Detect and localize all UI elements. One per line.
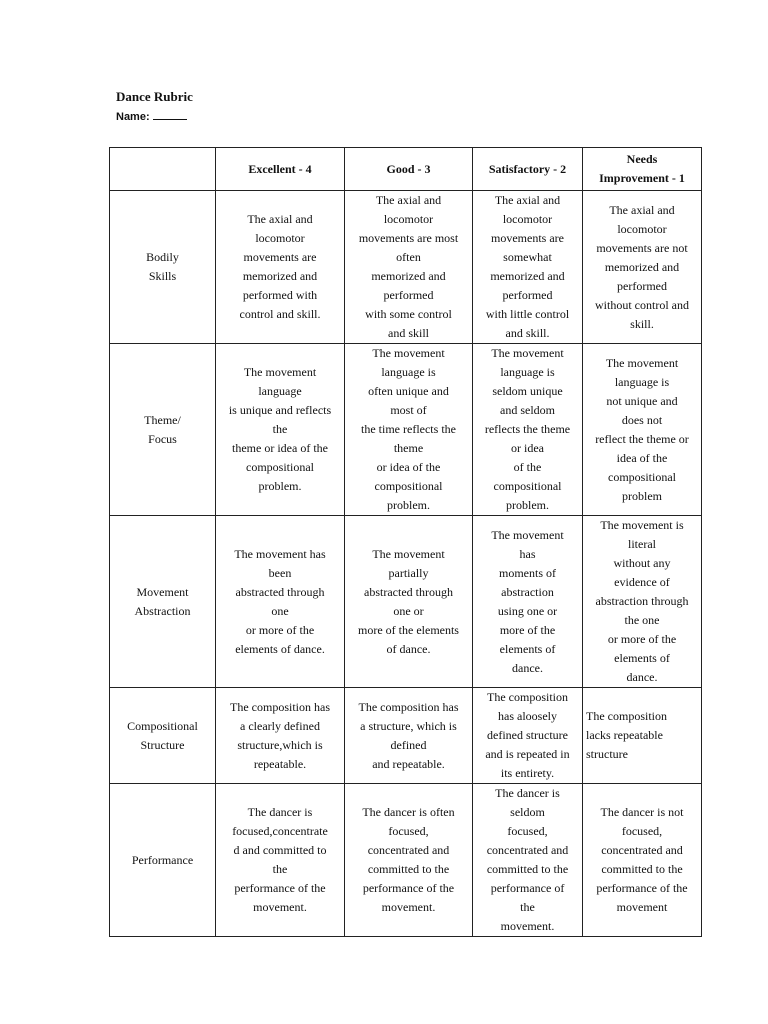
cell-text-line: dance. xyxy=(626,670,658,684)
cell-text-line: elements of xyxy=(499,641,556,656)
cell-text-line: partially xyxy=(388,565,429,580)
cell-text-line: movements are xyxy=(491,231,564,245)
cell-text-line: seldom xyxy=(510,805,545,819)
cell-text-line: more of the xyxy=(499,622,556,637)
cell-text-line: often xyxy=(396,250,421,264)
document-title: Dance Rubric xyxy=(116,89,193,104)
cell-text-line: The dancer is often xyxy=(362,805,455,819)
descriptor-cell-satisfactory xyxy=(473,784,583,937)
cell-text-line: The axial and xyxy=(494,193,561,207)
header-satisfactory xyxy=(473,148,583,191)
cell-text-line: or more of the xyxy=(607,632,677,646)
cell-text-line: The composition xyxy=(586,709,667,723)
cell-text-line: compositional xyxy=(608,469,676,484)
cell-text-line: structure,which is xyxy=(237,737,323,752)
cell-text-line: seldom unique xyxy=(492,384,563,398)
descriptor-cell-satisfactory xyxy=(473,688,583,784)
cell-text-line: somewhat xyxy=(503,250,552,264)
cell-text-line: The movement is xyxy=(600,518,684,532)
header-label: Satisfactory - 2 xyxy=(488,161,567,176)
cell-text-line: the xyxy=(272,422,288,436)
criterion-cell xyxy=(110,688,216,784)
cell-text-line: and is repeated in xyxy=(485,747,570,761)
header-label: Needs xyxy=(626,152,658,166)
cell-text-line: dance. xyxy=(512,660,543,675)
cell-text-line: movement. xyxy=(381,900,436,914)
cell-text-line: locomotor xyxy=(255,231,305,245)
cell-text-line: literal xyxy=(628,537,656,551)
cell-text-line: language is xyxy=(381,365,436,379)
cell-text-line: a structure, which is xyxy=(360,718,457,733)
cell-text-line: The movement xyxy=(491,346,564,360)
cell-text-line: movements are most xyxy=(358,231,459,245)
header-good xyxy=(345,148,473,191)
cell-text-line: language xyxy=(258,384,302,398)
cell-text-line: its entirety. xyxy=(500,766,555,780)
cell-text-line: The axial and xyxy=(375,193,442,207)
cell-text-line: Skills xyxy=(148,269,177,283)
cell-text-line: The composition has xyxy=(358,699,459,714)
cell-text-line: memorized and xyxy=(490,269,565,283)
cell-text-line: abstracted through xyxy=(364,584,453,599)
cell-text-line: control and skill. xyxy=(239,307,321,321)
cell-text-line: without control and xyxy=(595,297,689,312)
table-row xyxy=(110,191,702,344)
cell-text-line: memorized and xyxy=(371,269,446,283)
cell-text-line: is unique and reflects xyxy=(228,403,332,417)
cell-text-line: the xyxy=(520,900,535,914)
cell-text-line: memorized and xyxy=(604,259,680,274)
descriptor-cell-excellent xyxy=(216,516,345,688)
cell-text-line: language is xyxy=(500,365,555,379)
cell-text-line: committed to the xyxy=(486,862,569,876)
cell-text-line: theme or idea of the xyxy=(232,441,328,455)
descriptor-cell-excellent xyxy=(216,344,345,516)
cell-text-line: defined xyxy=(390,737,427,752)
cell-text-line: movement xyxy=(616,900,668,914)
descriptor-cell-needs-improvement xyxy=(583,784,702,937)
cell-text-line: The movement xyxy=(372,346,445,360)
cell-text-line: skill. xyxy=(630,316,654,331)
cell-text-line: locomotor xyxy=(502,212,553,226)
table-row xyxy=(110,344,702,516)
cell-text-line: movement. xyxy=(253,900,307,914)
name-label: Name: xyxy=(116,111,150,123)
cell-text-line: elements of dance. xyxy=(235,641,325,656)
cell-text-line: structure xyxy=(586,747,628,761)
header-excellent xyxy=(216,148,345,191)
cell-text-line: moments of xyxy=(499,565,556,580)
cell-text-line: or more of the xyxy=(245,622,315,637)
cell-text-line: Theme/ xyxy=(144,412,181,427)
cell-text-line: The axial and xyxy=(609,202,675,217)
cell-text-line: and skill. xyxy=(505,326,550,340)
descriptor-cell-needs-improvement xyxy=(583,344,702,516)
cell-text-line: with little control xyxy=(485,307,570,321)
rubric-table xyxy=(109,147,702,937)
cell-text-line: The composition xyxy=(487,690,568,704)
cell-text-line: The movement xyxy=(491,527,564,542)
name-blank-line xyxy=(153,108,187,120)
cell-text-line: the time reflects the xyxy=(361,422,456,436)
criterion-cell xyxy=(110,516,216,688)
cell-text-line: reflects the theme xyxy=(484,422,571,436)
cell-text-line: concentrated and xyxy=(601,843,683,857)
descriptor-cell-needs-improvement xyxy=(583,516,702,688)
descriptor-cell-excellent xyxy=(216,688,345,784)
cell-text-line: abstracted through xyxy=(235,584,325,599)
cell-text-line: committed to the xyxy=(367,862,450,876)
cell-text-line: focused, xyxy=(388,824,429,838)
cell-text-line: abstraction xyxy=(501,584,554,599)
cell-text-line: has xyxy=(519,546,536,561)
cell-text-line: performed xyxy=(502,288,553,302)
cell-text-line: performance of the xyxy=(596,881,688,895)
cell-text-line: a clearly defined xyxy=(240,718,320,733)
cell-text-line: or idea of the xyxy=(376,460,441,474)
cell-text-line: The dancer is xyxy=(495,786,560,800)
cell-text-line: defined structure xyxy=(487,728,568,742)
cell-text-line: abstraction through xyxy=(595,594,689,608)
cell-text-line: focused,concentrate xyxy=(232,824,328,838)
descriptor-cell-satisfactory xyxy=(473,516,583,688)
cell-text-line: problem xyxy=(622,488,662,503)
cell-text-line: compositional xyxy=(493,479,562,493)
descriptor-cell-needs-improvement xyxy=(583,191,702,344)
descriptor-cell-good xyxy=(345,191,473,344)
cell-text-line: and skill xyxy=(388,326,429,340)
cell-text-line: idea of the xyxy=(616,450,668,465)
cell-text-line: of the xyxy=(513,460,542,474)
cell-text-line: concentrated and xyxy=(367,843,450,857)
cell-text-line: d and committed to xyxy=(233,843,327,857)
cell-text-line: The movement xyxy=(243,365,317,379)
cell-text-line: or idea xyxy=(511,441,544,455)
cell-text-line: language is xyxy=(614,374,670,389)
cell-text-line: compositional xyxy=(246,460,314,474)
cell-text-line: often unique and xyxy=(368,384,449,398)
cell-text-line: problem. xyxy=(387,498,430,512)
cell-text-line: and seldom xyxy=(500,403,555,417)
cell-text-line: with some control xyxy=(365,307,452,321)
table-row xyxy=(110,688,702,784)
cell-text-line: using one or xyxy=(497,603,558,618)
cell-text-line: Performance xyxy=(131,852,194,867)
cell-text-line: more of the elements xyxy=(358,622,459,637)
header-label: Improvement - 1 xyxy=(599,171,685,185)
cell-text-line: focused, xyxy=(507,824,548,838)
cell-text-line: The dancer is not xyxy=(600,805,684,819)
cell-text-line: The composition has xyxy=(230,699,330,714)
cell-text-line: Structure xyxy=(140,737,185,752)
cell-text-line: The movement xyxy=(372,546,445,561)
cell-text-line: lacks repeatable xyxy=(586,728,663,742)
descriptor-cell-needs-improvement xyxy=(583,688,702,784)
cell-text-line: does not xyxy=(621,412,663,427)
header-corner xyxy=(110,148,216,191)
cell-text-line: problem. xyxy=(258,479,302,493)
cell-text-line: Bodily xyxy=(146,250,179,264)
cell-text-line: performed with xyxy=(242,288,318,302)
descriptor-cell-good xyxy=(345,344,473,516)
header-row xyxy=(110,148,702,191)
cell-text-line: Movement xyxy=(136,584,189,599)
cell-text-line: movement. xyxy=(500,919,555,933)
header-label: Excellent - 4 xyxy=(248,161,312,176)
cell-text-line: performance of the xyxy=(234,881,326,895)
cell-text-line: performed xyxy=(617,278,667,293)
descriptor-cell-good xyxy=(345,688,473,784)
table-row xyxy=(110,784,702,937)
cell-text-line: movements are xyxy=(243,250,317,264)
cell-text-line: locomotor xyxy=(617,221,667,236)
criterion-cell xyxy=(110,191,216,344)
cell-text-line: performance of xyxy=(490,881,565,895)
descriptor-cell-satisfactory xyxy=(473,191,583,344)
cell-text-line: and repeatable. xyxy=(372,756,445,771)
cell-text-line: memorized and xyxy=(242,269,318,283)
cell-text-line: problem. xyxy=(506,498,549,512)
descriptor-cell-good xyxy=(345,516,473,688)
cell-text-line: repeatable. xyxy=(253,756,307,771)
cell-text-line: The movement has xyxy=(234,546,326,561)
cell-text-line: The movement xyxy=(605,355,679,370)
cell-text-line: compositional xyxy=(374,479,443,493)
cell-text-line: the xyxy=(272,862,288,876)
cell-text-line: Compositional xyxy=(127,718,198,733)
cell-text-line: reflect the theme or xyxy=(595,431,689,446)
header-needs-improvement xyxy=(583,148,702,191)
cell-text-line: one xyxy=(271,603,289,618)
cell-text-line: performed xyxy=(383,288,434,302)
cell-text-line: has aloosely xyxy=(498,709,557,723)
cell-text-line: not unique and xyxy=(606,393,678,408)
cell-text-line: The axial and xyxy=(247,212,313,226)
table-row xyxy=(110,516,702,688)
cell-text-line: theme xyxy=(393,441,424,455)
cell-text-line: most of xyxy=(390,403,427,417)
cell-text-line: Abstraction xyxy=(134,603,191,618)
criterion-cell xyxy=(110,784,216,937)
cell-text-line: The dancer is xyxy=(247,805,313,819)
descriptor-cell-good xyxy=(345,784,473,937)
criterion-cell xyxy=(110,344,216,516)
name-field xyxy=(116,108,187,125)
cell-text-line: Focus xyxy=(148,431,177,446)
descriptor-cell-satisfactory xyxy=(473,344,583,516)
cell-text-line: been xyxy=(268,565,292,580)
cell-text-line: without any xyxy=(613,556,671,570)
cell-text-line: concentrated and xyxy=(486,843,569,857)
cell-text-line: one or xyxy=(393,603,424,618)
cell-text-line: the one xyxy=(624,613,660,627)
descriptor-cell-excellent xyxy=(216,191,345,344)
cell-text-line: movements are not xyxy=(596,240,688,255)
cell-text-line: evidence of xyxy=(614,575,670,589)
cell-text-line: committed to the xyxy=(601,862,683,876)
descriptor-cell-excellent xyxy=(216,784,345,937)
cell-text-line: of dance. xyxy=(386,641,431,656)
cell-text-line: focused, xyxy=(621,824,663,838)
header-label: Good - 3 xyxy=(386,161,431,176)
cell-text-line: locomotor xyxy=(383,212,434,226)
cell-text-line: elements of xyxy=(614,651,670,665)
cell-text-line: performance of the xyxy=(362,881,455,895)
